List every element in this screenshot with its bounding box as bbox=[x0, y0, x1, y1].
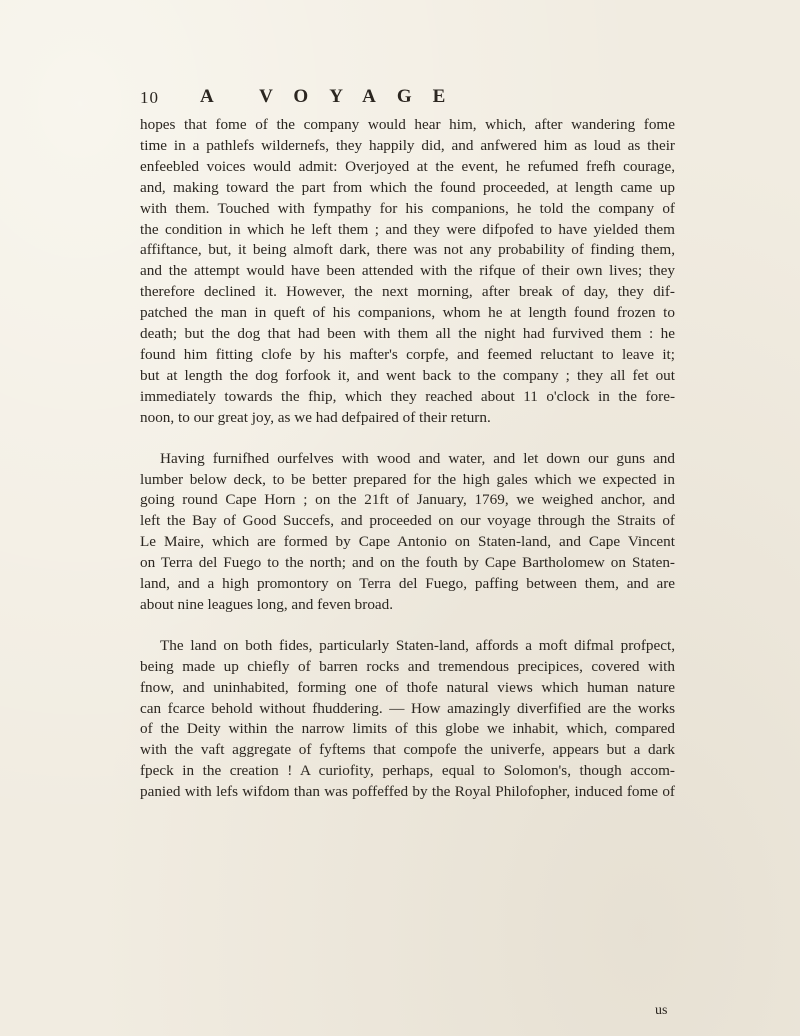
text-line: fnow, and uninhabited, forming one of thofe natural views which human nature bbox=[140, 678, 675, 696]
text-line: hopes that fome of the company would hear him, which, after wandering fome bbox=[140, 116, 675, 133]
text-line: therefore declined it. However, the next morning, after break of day, they dif- bbox=[140, 283, 675, 301]
text-line: found him fitting clofe by his mafter's corpfe, and feemed reluctant to leave it; bbox=[140, 345, 675, 363]
text-line: and, making toward the part from which the found proceeded, at length came up bbox=[140, 178, 675, 196]
paragraph-gap bbox=[140, 429, 675, 449]
paragraph-2 bbox=[140, 449, 675, 616]
text-line: patched the man in queft of his companions, whom he at length found frozen to bbox=[140, 304, 675, 322]
text-line: about nine leagues long, and feven broad. bbox=[140, 595, 394, 613]
text-line: Le Maire, which are formed by Cape Antonio on Staten-land, and Cape Vincent bbox=[140, 533, 675, 551]
page-number: 10 bbox=[140, 88, 159, 107]
text-line: left the Bay of Good Succefs, and proceeded on our voyage through the Straits of bbox=[140, 512, 675, 530]
text-line: panied with lefs wifdom than was poffeffed by the Royal Philofopher, induced fome of bbox=[140, 783, 675, 801]
text-line: of the Deity within the narrow limits of this globe we inhabit, which, compared bbox=[140, 720, 675, 738]
text-line: but at length the dog forfook it, and went back to the company ; they all fet out bbox=[140, 366, 675, 384]
paragraph-1 bbox=[140, 115, 675, 429]
text-line: immediately towards the fhip, which they reached about 11 o'clock in the fore- bbox=[140, 387, 675, 405]
text-line: lumber below deck, to be better prepared for the high gales which we expected in bbox=[140, 470, 675, 488]
text-line: going round Cape Horn ; on the 21ft of January, 1769, we weighed anchor, and bbox=[140, 491, 675, 509]
catchword: us bbox=[655, 1003, 668, 1018]
paragraph-gap bbox=[140, 616, 675, 636]
text-line: noon, to our great joy, as we had defpaired of their return. bbox=[140, 408, 491, 426]
text-line: being made up chiefly of barren rocks and tremendous precipices, covered with bbox=[140, 657, 675, 675]
text-line: the condition in which he left them ; and they were difpofed to have yielded them bbox=[140, 220, 675, 238]
text-line: on Terra del Fuego to the north; and on the fouth by Cape Bartholomew on Staten- bbox=[140, 554, 675, 572]
running-head bbox=[140, 86, 680, 114]
text-line: with the vaft aggregate of fyftems that compofe the univerfe, appears but a dark bbox=[140, 741, 675, 759]
body-text bbox=[140, 115, 675, 803]
text-line: time in a pathlefs wildernefs, they happily did, and anfwered him as loud as their bbox=[140, 136, 675, 154]
text-line: death; but the dog that had been with them all the night had furvived them : he bbox=[140, 325, 675, 343]
text-line: Having furnifhed ourfelves with wood and water, and let down our guns and bbox=[160, 449, 675, 467]
text-line: and the attempt would have been attended with the rifque of their own lives; they bbox=[140, 262, 675, 280]
text-line: affiftance, but, it being almoft dark, there was not any probability of finding them, bbox=[140, 241, 675, 259]
text-line: with them. Touched with fympathy for his companions, he told the company of bbox=[140, 199, 675, 217]
running-title: A VOYAGE bbox=[200, 86, 467, 107]
paragraph-3 bbox=[140, 636, 675, 803]
text-line: The land on both fides, particularly Staten-land, affords a moft difmal profpect, bbox=[160, 636, 675, 654]
text-line: can fcarce behold without fhuddering. — How amazingly diverfified are the works bbox=[140, 699, 675, 717]
text-line: land, and a high promontory on Terra del Fuego, paffing between them, and are bbox=[140, 575, 675, 593]
text-line: enfeebled voices would admit: Overjoyed at the event, he refumed frefh courage, bbox=[140, 157, 675, 175]
text-line: fpeck in the creation ! A curiofity, perhaps, equal to Solomon's, though accom- bbox=[140, 762, 675, 780]
